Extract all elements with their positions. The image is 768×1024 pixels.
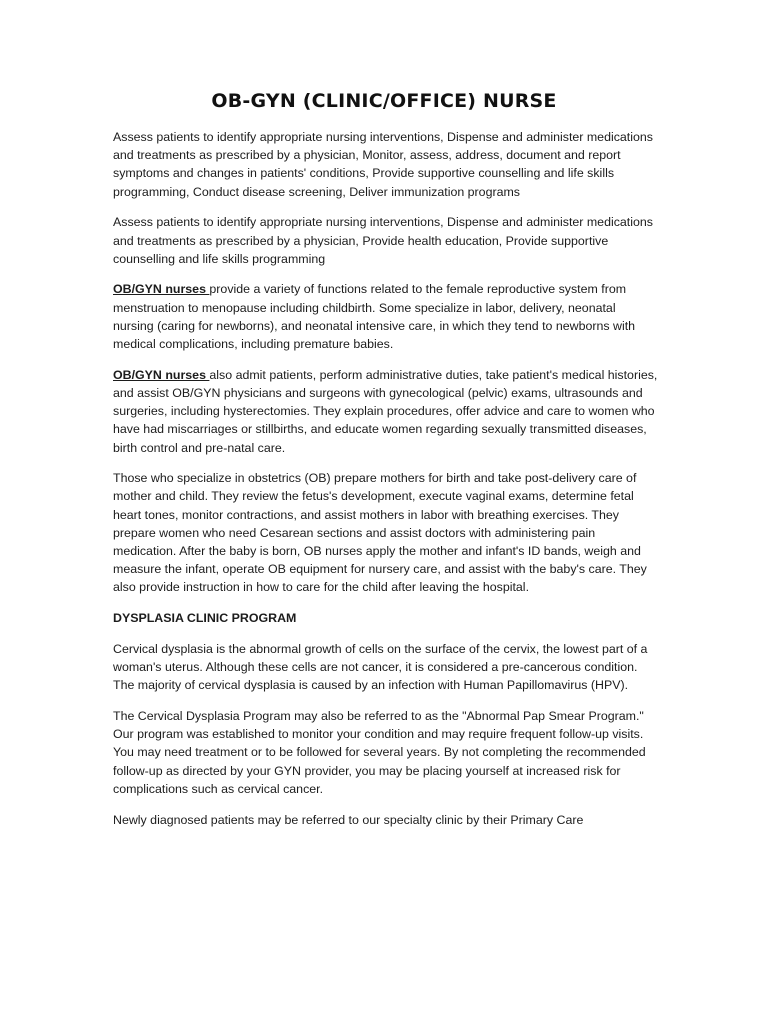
paragraph-obgyn-admin bbox=[113, 366, 658, 457]
paragraph-body-text: also admit patients, perform administrative duties, take patient's medical histories, and assist OB/GYN physicians and surgeons with gynecological (pelvic) exams, ultrasounds and surgeries, including hysterectomies. They explain procedures, offer advice and care to women who have had miscarriages or stillbirths, and educate women regarding sexually transmitted diseases, birth control and pre-natal care. bbox=[113, 367, 658, 455]
paragraph-duties-1: Assess patients to identify appropriate nursing interventions, Dispense and administer medications and treatments as prescribed by a physician, Monitor, assess, address, document and report symptoms and changes in patients' conditions, Provide supportive counselling and life skills programming, Conduct disease screening, Deliver immunization programs bbox=[113, 130, 653, 199]
page-title: OB-GYN (CLINIC/OFFICE) NURSE bbox=[211, 90, 557, 112]
document-body bbox=[113, 128, 658, 841]
paragraph-obgyn-functions bbox=[113, 280, 658, 353]
paragraph-obstetrics: Those who specialize in obstetrics (OB) prepare mothers for birth and take post-delivery care of mother and child. They review the fetus's development, execute vaginal exams, determine fetal heart tones, monitor contractions, and assist mothers in labor with breathing exercises. They prepare women who need Cesarean sections and assist doctors with administering pain medication. After the baby is born, OB nurses apply the mother and infant's ID bands, weigh and measure the infant, operate OB equipment for nursery care, and assist with the baby's care. They also provide instruction in how to care for the child after leaving the hospital. bbox=[113, 471, 647, 595]
paragraph-lead-obgyn-nurses: OB/GYN nurses bbox=[113, 367, 210, 382]
section-heading-dysplasia: DYSPLASIA CLINIC PROGRAM bbox=[113, 611, 297, 626]
paragraph-dysplasia-program: The Cervical Dysplasia Program may also be referred to as the "Abnormal Pap Smear Program." Our program was established to monitor your condition and may require frequent follow-up visits. You may need treatment or to be followed for several years. By not completing the recommended follow-up as directed by your GYN provider, you may be placing yourself at increased risk for complications such as cervical cancer. bbox=[113, 708, 646, 796]
paragraph-body-text: provide a variety of functions related to the female reproductive system from menstruation to menopause including childbirth. Some specialize in labor, delivery, neonatal nursing (caring for newborns), and neonatal intensive care, in which they tend to newborns with medical complications, including premature babies. bbox=[113, 282, 636, 352]
paragraph-referral: Newly diagnosed patients may be referred to our specialty clinic by their Primary Care bbox=[113, 812, 584, 827]
paragraph-duties-2: Assess patients to identify appropriate nursing interventions, Dispense and administer medications and treatments as prescribed by a physician, Provide health education, Provide supportive counselling and life skills programming bbox=[113, 215, 653, 266]
paragraph-lead-obgyn-nurses: OB/GYN nurses bbox=[113, 282, 210, 297]
paragraph-cervical-dysplasia: Cervical dysplasia is the abnormal growth of cells on the surface of the cervix, the lowest part of a woman's uterus. Although these cells are not cancer, it is considered a pre-cancerous condition. The majority of cervical dysplasia is caused by an infection with Human Papillomavirus (HPV). bbox=[113, 641, 648, 693]
